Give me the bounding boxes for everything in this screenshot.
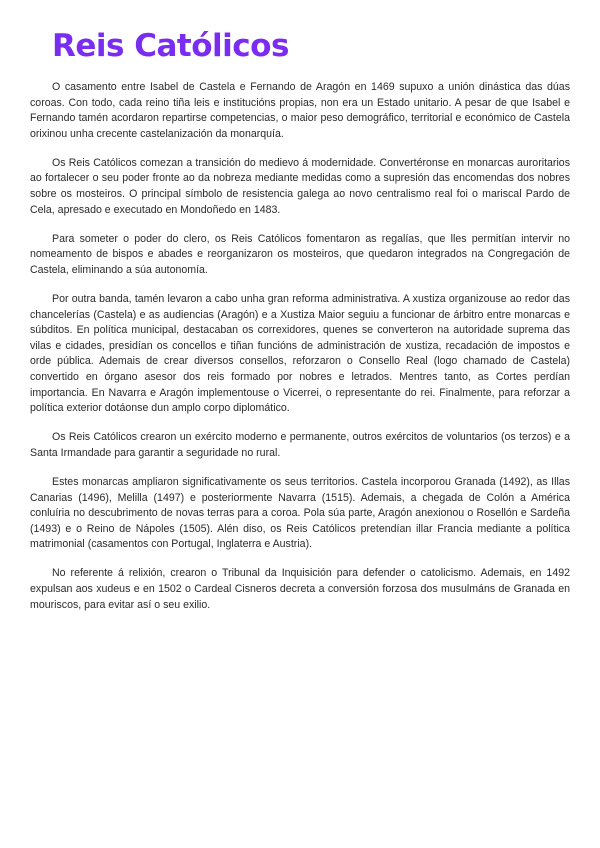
document-body xyxy=(30,80,570,627)
paragraph-dynastic-union: O casamento entre Isabel de Castela e Fernando de Aragón en 1469 supuxo a unión dinástica das dúas coroas. Con todo, cada reino tiña leis e institucións propias, non era un Estado unitario. A pesar de que Isabel e Fernando tamén acordaron repartirse competencias, o maior peso demográfico, territorial e económico de Castela orixinou unha crecente castelanización da monarquía. xyxy=(30,81,570,140)
paragraph-administration: Por outra banda, tamén levaron a cabo unha gran reforma administrativa. A xustiza organizouse ao redor das chancelerías (Castela) e as audiencias (Aragón) e a Xustiza Maior seguiu a funcionar de árbitro entre monarcas e súbditos. En política municipal, destacaban os correxidores, quenes se converteron na autoridade suprema das vilas e cidades, presidían os concellos e tiñan funcións de administración de xustiza, recadación de impostos e orde pública. Ademais de crear diversos consellos, reforzaron o Consello Real (logo chamado de Castela) convertido en órgano asesor dos reis formado por nobres e letrados. Mentres tanto, as Cortes perdían importancia. En Navarra e Aragón implementouse o Vicerrei, o representante do rei. Finalmente, para reforzar a política exterior dotáonse dun amplo corpo diplomático. xyxy=(30,293,570,415)
paragraph-army: Os Reis Católicos crearon un exército moderno e permanente, outros exércitos de voluntarios (os terzos) e a Santa Irmandade para garantir a seguridade no rural. xyxy=(30,431,570,459)
paragraph-territories: Estes monarcas ampliaron significativamente os seus territorios. Castela incorporou Granada (1492), as Illas Canarias (1496), Melilla (1497) e posteriormente Navarra (1515). Ademais, a chegada de Colón a América conluíria no descubrimento de novas terras para a coroa. Pola súa parte, Aragón anexionou o Rosellón e Sardeña (1493) e o Reino de Nápoles (1505). Alén diso, os Reis Católicos pretendían illar Francia mediante a política matrimonial (casamentos con Portugal, Inglaterra e Austria). xyxy=(30,475,570,551)
paragraph-religion: No referente á relixión, crearon o Tribunal da Inquisición para defender o catolicismo. Ademais, en 1492 expulsan aos xudeus e en 1502 o Cardeal Cisneros decreta a conversión forzosa dos musulmáns de Granada en mouriscos, para evitar así o seu exilio. xyxy=(30,567,570,611)
page-title: Reis Católicos xyxy=(52,28,289,64)
paragraph-clergy: Para someter o poder do clero, os Reis Católicos fomentaron as regalías, que lles permitían intervir no nomeamento de bispos e abades e reorganizaron os mosteiros, que quedaron integrados na Congregación de Castela, eliminando a súa autonomía. xyxy=(30,232,570,276)
paragraph-nobility: Os Reis Católicos comezan a transición do medievo á modernidade. Convertéronse en monarcas auroritarios ao fortalecer o seu poder fronte ao da nobreza mediante medidas como a supresión das encomendas dos nobres sobre os mosteiros. O principal símbolo de resistencia galega ao novo centralismo real foi o mariscal Pardo de Cela, apresado e executado en Mondoñedo en 1483. xyxy=(30,156,570,216)
